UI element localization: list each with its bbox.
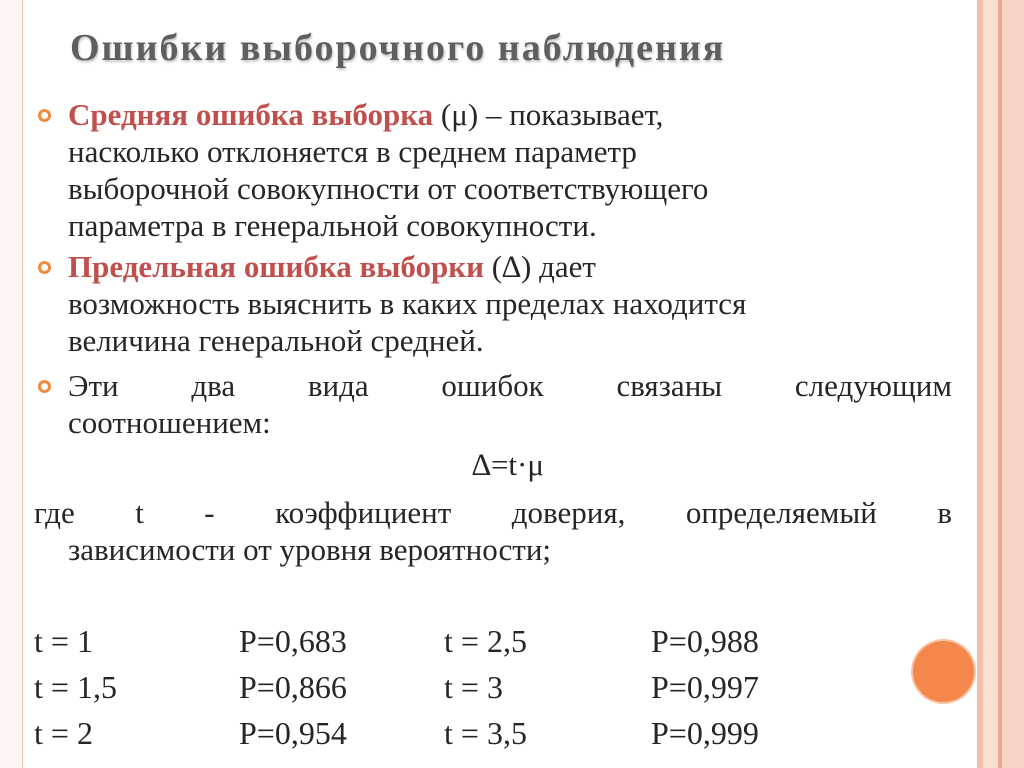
decorative-stripes	[977, 0, 1024, 768]
slide-title: Ошибки выборочного наблюдения	[70, 27, 726, 69]
table-cell: t = 1,5	[34, 669, 117, 705]
bullet-line	[68, 96, 952, 133]
where-line	[34, 494, 952, 531]
formula: ∆=t·μ	[471, 447, 544, 482]
where-line: зависимости от уровня вероятности;	[68, 532, 552, 567]
bullet-line: величина генеральной средней.	[68, 323, 484, 358]
table-cell: P=0,866	[239, 669, 347, 705]
probability-table	[34, 618, 811, 756]
word: связаны	[616, 368, 723, 403]
bullet-line	[68, 248, 952, 285]
stripe	[1002, 0, 1024, 768]
table-cell: t = 1	[34, 623, 93, 659]
bullet-limit-error	[68, 248, 952, 359]
term-limit-error: Предельная ошибка выборки	[68, 249, 484, 284]
table-row	[34, 618, 811, 664]
bullet-text: – показывает,	[478, 97, 664, 132]
word: в	[937, 495, 952, 530]
stripe	[983, 0, 998, 768]
bullet-line-justified	[68, 367, 952, 404]
word: t	[135, 495, 144, 530]
where-description	[34, 494, 952, 568]
term-mean-error: Средняя ошибка выборка	[68, 97, 434, 132]
table-cell: t = 2,5	[444, 623, 527, 659]
word: доверия,	[511, 495, 626, 530]
bullet-circle-icon	[38, 261, 51, 274]
bullet-circle-icon	[38, 380, 51, 393]
bullet-mean-error	[68, 96, 952, 244]
bullet-line: выборочной совокупности от соответствующего	[68, 171, 709, 206]
word: -	[204, 495, 215, 530]
bullet-text: дает	[531, 249, 596, 284]
table-cell: P=0,988	[651, 623, 759, 659]
bullet-line: насколько отклоняется в среднем параметр	[68, 134, 637, 169]
table-cell: P=0,999	[651, 715, 759, 751]
word: коэффициент	[275, 495, 452, 530]
word: следующим	[794, 368, 952, 403]
symbol-delta: (∆)	[491, 249, 532, 284]
table-row	[34, 664, 811, 710]
word: вида	[307, 368, 369, 403]
table-row	[34, 710, 811, 756]
word: Эти	[68, 368, 119, 403]
table-cell: P=0,683	[239, 623, 347, 659]
word: два	[191, 368, 236, 403]
bullet-line: возможность выяснить в каких пределах находится	[68, 286, 747, 321]
word: определяемый	[685, 495, 877, 530]
bullet-line: соотношением:	[68, 405, 271, 440]
bullet-circle-icon	[38, 109, 51, 122]
word: ошибок	[441, 368, 544, 403]
word: где	[34, 495, 75, 530]
table-cell: P=0,997	[651, 669, 759, 705]
symbol-mu: (μ)	[440, 97, 479, 132]
decorative-circle-icon	[913, 641, 974, 702]
bullet-relation	[68, 367, 952, 441]
table-cell: t = 3,5	[444, 715, 527, 751]
table-cell: t = 2	[34, 715, 93, 751]
table-cell: P=0,954	[239, 715, 347, 751]
bullet-line: параметра в генеральной совокупности.	[68, 208, 597, 243]
table-cell: t = 3	[444, 669, 503, 705]
